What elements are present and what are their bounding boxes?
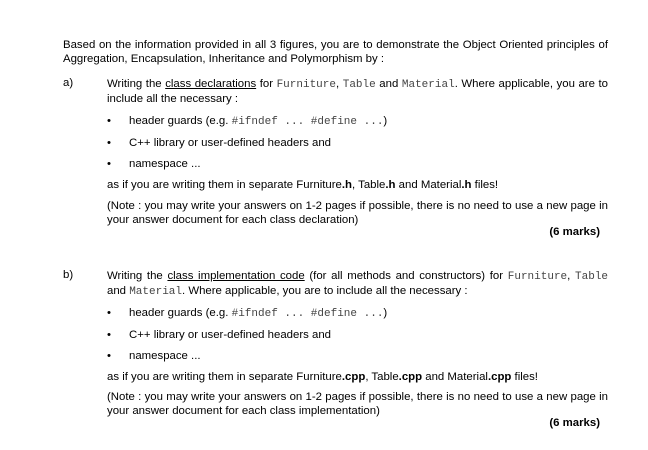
class-declarations-link: class declarations	[165, 78, 257, 90]
part-b-label: b)	[63, 269, 74, 281]
part-a-label: a)	[63, 77, 74, 89]
class-implementation-link: class implementation code	[167, 270, 305, 282]
part-b-files-line: as if you are writing them in separate Furniture.cpp, Table.cpp and Material.cpp files!	[107, 371, 538, 383]
part-b-instruction: Writing the class implementation code (for all methods and constructors) for Furniture, Table and Material. Where applicable, you are to include all the necessary :	[107, 270, 609, 298]
part-a-files-line: as if you are writing them in separate Furniture.h, Table.h and Material.h files!	[107, 179, 499, 191]
part-b-note: (Note : you may write your answers on 1-2 pages if possible, there is no need to use a new page in your answer document for each class implementation)	[107, 391, 608, 417]
part-b-marks: (6 marks)	[549, 417, 600, 429]
part-a-instruction: Writing the class declarations for Furniture, Table and Material. Where applicable, you are to include all the necessary :	[107, 78, 608, 105]
part-a-note: (Note : you may write your answers on 1-2 pages if possible, there is no need to use a new page in your answer document for each class declaration)	[107, 200, 608, 226]
part-a-marks: (6 marks)	[549, 226, 600, 238]
intro-paragraph: Based on the information provided in all 3 figures, you are to demonstrate the Object Oriented principles of Aggregation, Encapsulation, Inheritance and Polymorphism by :	[63, 39, 608, 65]
